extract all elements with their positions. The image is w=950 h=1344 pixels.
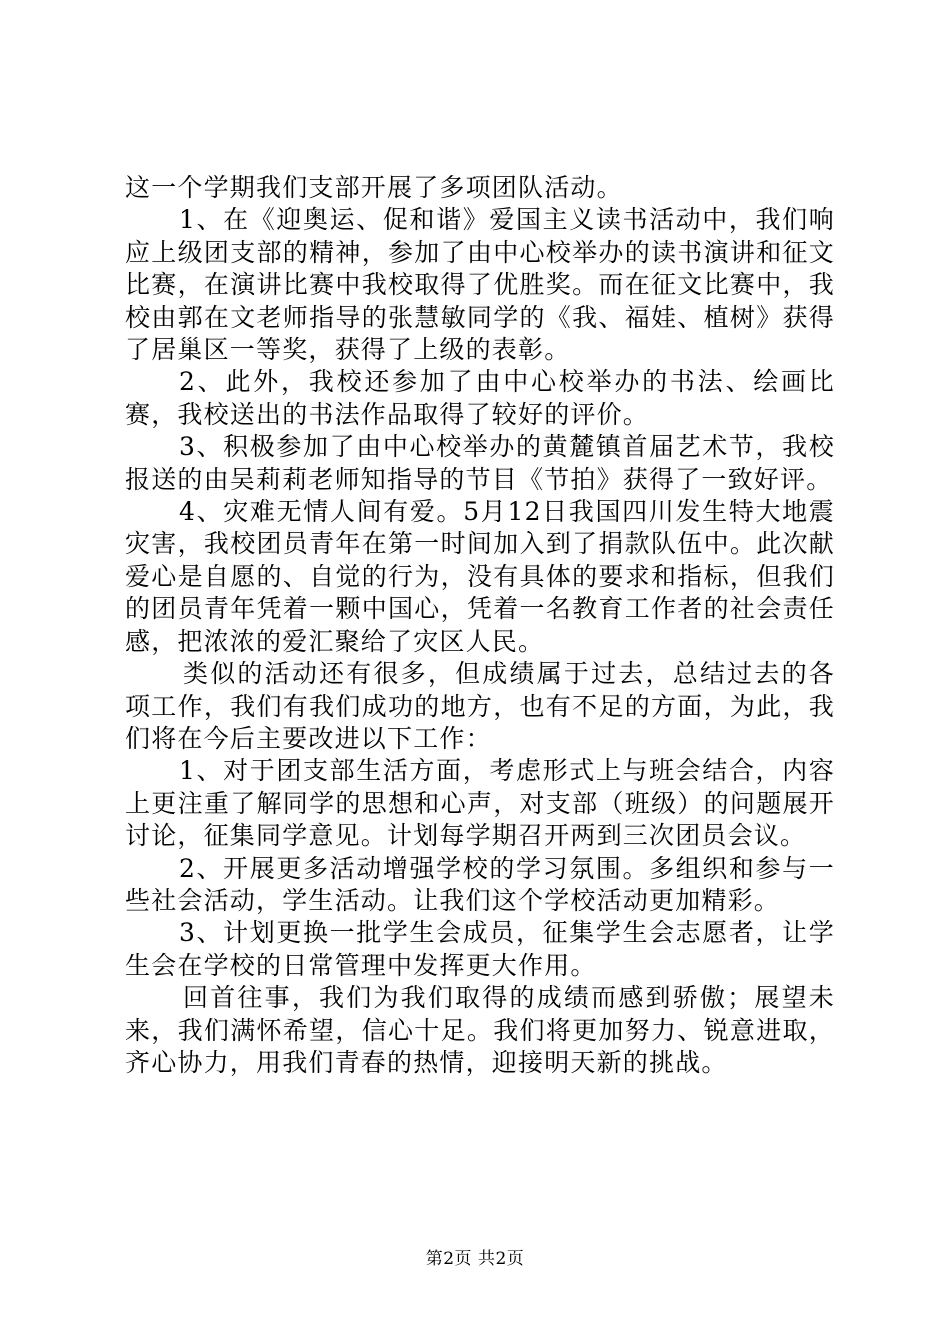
document-body — [125, 172, 835, 1079]
paragraph-plan-1: 1、对于团支部生活方面，考虑形式上与班会结合，内容上更注重了解同学的思想和心声，对支部（班级）的问题展开讨论，征集同学意见。计划每学期召开两到三次团员会议。 — [125, 756, 835, 851]
page-number-footer: 第2页 共2页 — [425, 1249, 525, 1269]
paragraph-conclusion: 回首往事，我们为我们取得的成绩而感到骄傲；展望未来，我们满怀希望，信心十足。我们将更加努力、锐意进取，齐心协力，用我们青春的热情，迎接明天新的挑战。 — [125, 983, 835, 1077]
paragraph-intro: 这一个学期我们支部开展了多项团队活动。 — [125, 173, 623, 202]
paragraph-activity-1: 1、在《迎奥运、促和谐》爱国主义读书活动中，我们响应上级团支部的精神，参加了由中心校举办的读书演讲和征文比赛，在演讲比赛中我校取得了优胜奖。而在征文比赛中，我校由郭在文老师指导的张慧敏同学的《我、福娃、植树》获得了居巢区一等奖，获得了上级的表彰。 — [125, 205, 835, 365]
paragraph-summary: 类似的活动还有很多，但成绩属于过去，总结过去的各项工作，我们有我们成功的地方，也有不足的方面，为此，我们将在今后主要改进以下工作： — [125, 659, 835, 753]
paragraph-activity-2: 2、此外，我校还参加了由中心校举办的书法、绘画比赛，我校送出的书法作品取得了较好的评价。 — [125, 367, 835, 429]
paragraph-activity-4: 4、灾难无情人间有爱。5月12日我国四川发生特大地震灾害，我校团员青年在第一时间加入到了捐款队伍中。此次献爱心是自愿的、自觉的行为，没有具体的要求和指标，但我们的团员青年凭着一颗中国心，凭着一名教育工作者的社会责任感，把浓浓的爱汇聚给了灾区人民。 — [125, 497, 835, 656]
paragraph-plan-2: 2、开展更多活动增强学校的学习氛围。多组织和参与一些社会活动，学生活动。让我们这个学校活动更加精彩。 — [125, 853, 835, 915]
paragraph-plan-3: 3、计划更换一批学生会成员，征集学生会志愿者，让学生会在学校的日常管理中发挥更大作用。 — [125, 918, 835, 980]
paragraph-activity-3: 3、积极参加了由中心校举办的黄麓镇首届艺术节，我校报送的由吴莉莉老师知指导的节目《节拍》获得了一致好评。 — [125, 432, 835, 494]
